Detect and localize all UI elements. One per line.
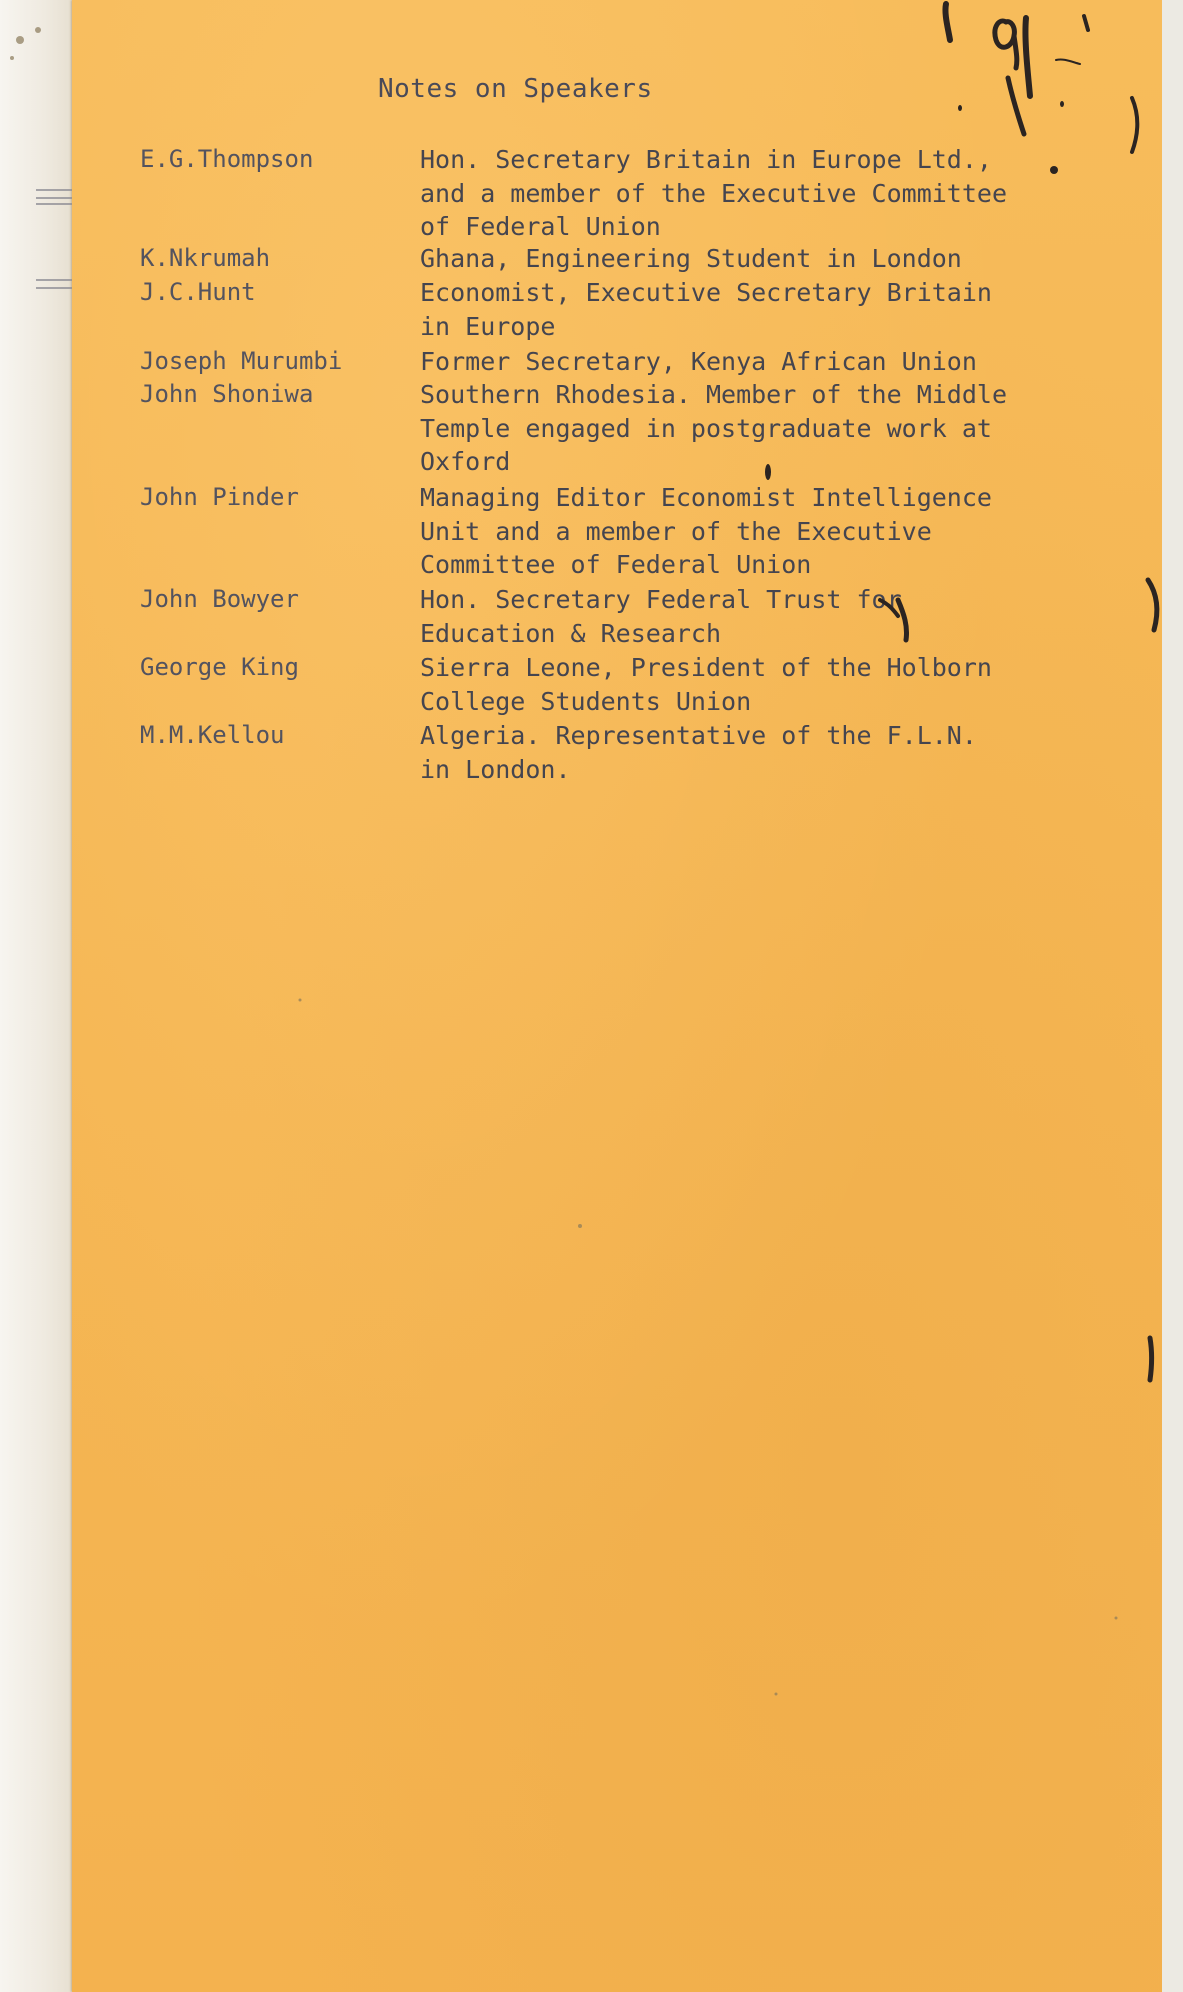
description-line: Temple engaged in postgraduate work at	[420, 413, 992, 443]
speaker-name: John Shoniwa	[140, 380, 314, 408]
speaker-description	[420, 583, 1120, 650]
speaker-name: John Bowyer	[140, 585, 299, 613]
description-line: Education & Research	[420, 618, 722, 648]
speaker-description	[420, 143, 1120, 244]
description-line: Hon. Secretary Britain in Europe Ltd.,	[420, 145, 992, 174]
description-line: Ghana, Engineering Student in London	[420, 244, 962, 273]
description-line: of Federal Union	[420, 212, 661, 241]
speaker-description	[420, 378, 1120, 479]
scanner-margin-right	[1162, 0, 1183, 1992]
speaker-name: Joseph Murumbi	[140, 347, 343, 375]
speaker-name: E.G.Thompson	[140, 145, 314, 173]
speaker-description	[420, 242, 1120, 276]
description-line: Economist, Executive Secretary Britain	[420, 278, 992, 307]
speaker-description	[420, 719, 1120, 786]
speaker-name: M.M.Kellou	[140, 721, 285, 749]
speaker-name: John Pinder	[140, 483, 299, 511]
scanner-margin	[0, 0, 74, 1992]
description-line: Committee of Federal Union	[420, 550, 812, 579]
speaker-description	[420, 276, 1120, 343]
description-line: Southern Rhodesia. Member of the Middle	[420, 380, 1007, 409]
speaker-description	[420, 651, 1120, 718]
description-line: and a member of the Executive Committee	[420, 178, 1007, 208]
description-line: Oxford	[420, 447, 511, 476]
speaker-description	[420, 481, 1120, 582]
speaker-name: K.Nkrumah	[140, 244, 271, 272]
speaker-name: J.C.Hunt	[140, 278, 256, 306]
description-line: in Europe	[420, 311, 556, 341]
description-line: Algeria. Representative of the F.L.N.	[420, 721, 977, 750]
description-line: Managing Editor Economist Intelligence	[420, 483, 992, 512]
description-line: in London.	[420, 754, 571, 784]
speaker-description	[420, 345, 1120, 379]
description-line: Unit and a member of the Executive	[420, 516, 932, 546]
speaker-name: George King	[140, 653, 299, 681]
description-line: Sierra Leone, President of the Holborn	[420, 653, 992, 682]
description-line: Former Secretary, Kenya African Union	[420, 347, 977, 376]
page-title: Notes on Speakers	[378, 74, 653, 104]
description-line: Hon. Secretary Federal Trust for	[420, 585, 902, 614]
description-line: College Students Union	[420, 686, 752, 716]
